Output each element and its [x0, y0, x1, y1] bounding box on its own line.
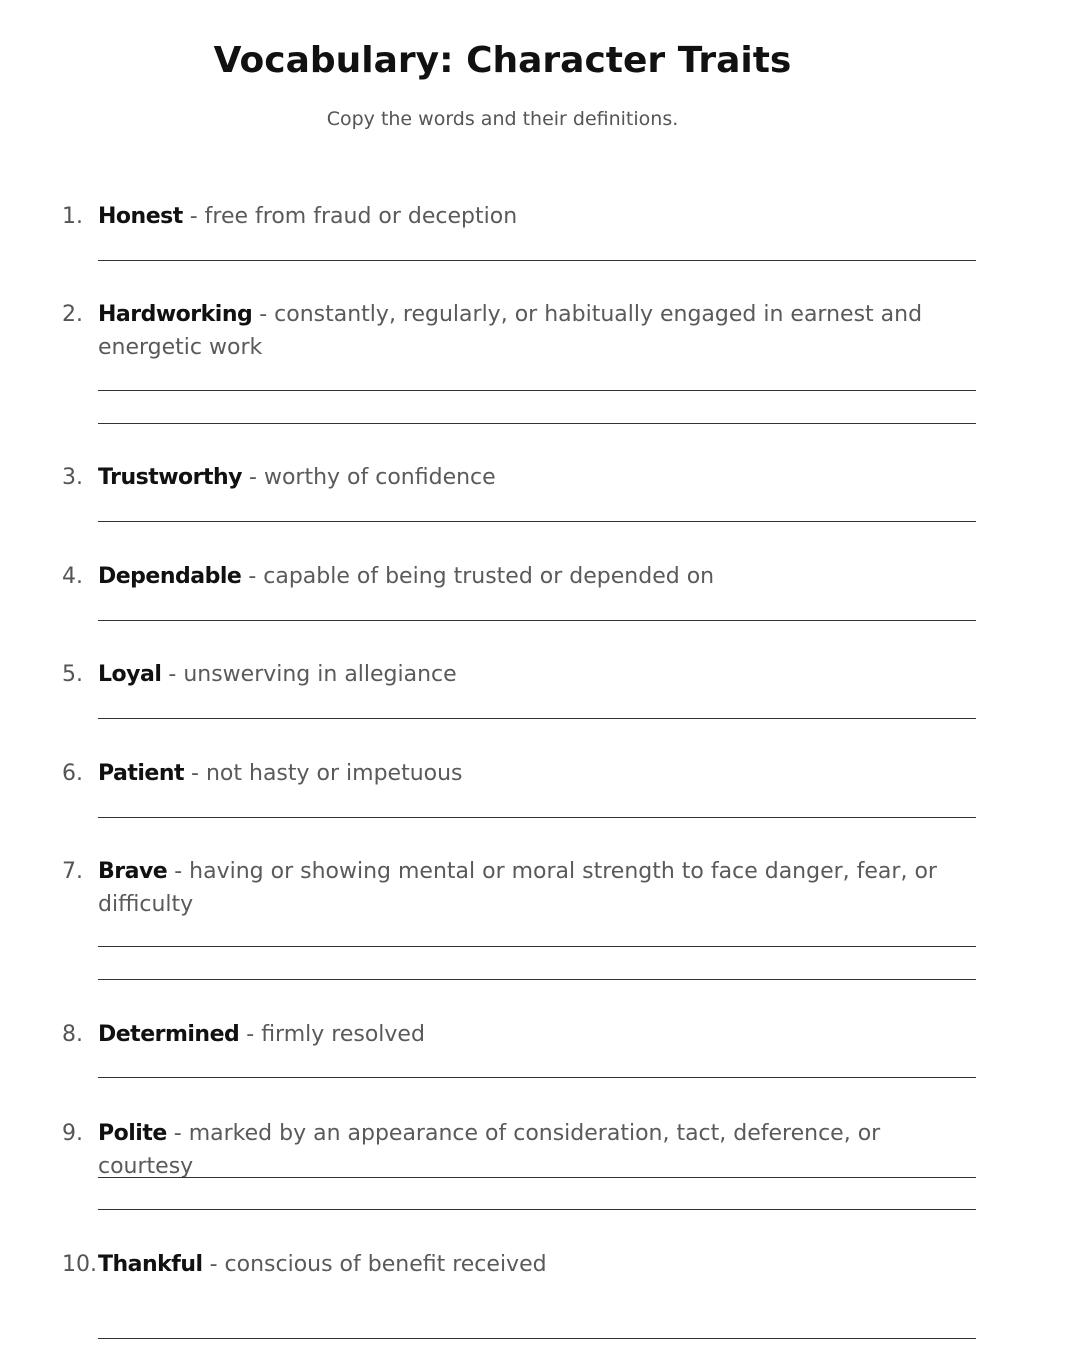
writing-line [98, 390, 976, 391]
definition: marked by an appearance of consideration, tact, deference, or courtesy [98, 1121, 881, 1179]
separator: - [252, 302, 275, 327]
writing-line [98, 946, 976, 947]
definition: firmly resolved [261, 1022, 425, 1047]
item-number: 10. [62, 1252, 97, 1277]
writing-line [98, 1338, 976, 1339]
item-number: 9. [62, 1121, 83, 1146]
separator: - [242, 465, 264, 490]
writing-line [98, 718, 976, 719]
vocab-word: Polite [98, 1121, 167, 1146]
item-text [98, 855, 938, 921]
separator: - [161, 662, 184, 687]
item-number: 3. [62, 465, 83, 490]
writing-line [98, 521, 976, 522]
definition: unswerving in allegiance [183, 662, 457, 687]
separator: - [202, 1252, 225, 1277]
item-text [98, 757, 938, 790]
page-title: Vocabulary: Character Traits [213, 40, 792, 81]
writing-line [98, 979, 976, 980]
definition: capable of being trusted or depended on [263, 564, 715, 589]
item-text [98, 200, 938, 233]
vocab-word: Loyal [98, 662, 162, 687]
separator: - [166, 1121, 189, 1146]
writing-line [98, 1077, 976, 1078]
writing-line [98, 817, 976, 818]
vocab-word: Trustworthy [98, 465, 243, 490]
definition: having or showing mental or moral strength to face danger, fear, or difficulty [98, 859, 937, 917]
item-text [98, 298, 938, 364]
item-text [98, 1018, 938, 1051]
vocab-word: Brave [98, 859, 168, 884]
vocab-word: Honest [98, 204, 183, 229]
definition: conscious of benefit received [224, 1252, 547, 1277]
item-number: 5. [62, 662, 83, 687]
definition: worthy of confidence [263, 465, 496, 490]
writing-line [98, 620, 976, 621]
vocab-word: Determined [98, 1022, 240, 1047]
item-number: 8. [62, 1022, 83, 1047]
definition: not hasty or impetuous [205, 761, 463, 786]
writing-line [98, 423, 976, 424]
separator: - [182, 204, 205, 229]
writing-line [98, 1177, 976, 1178]
vocab-word: Hardworking [98, 302, 253, 327]
item-number: 6. [62, 761, 83, 786]
separator: - [241, 564, 264, 589]
vocab-word: Thankful [98, 1252, 203, 1277]
definition: free from fraud or deception [204, 204, 518, 229]
vocab-word: Patient [98, 761, 185, 786]
item-text [98, 1117, 958, 1183]
separator: - [167, 859, 190, 884]
item-text [98, 1248, 938, 1281]
item-number: 7. [62, 859, 83, 884]
item-text [98, 560, 938, 593]
separator: - [184, 761, 206, 786]
item-text [98, 461, 938, 494]
vocab-word: Dependable [98, 564, 242, 589]
item-number: 2. [62, 302, 83, 327]
definition: constantly, regularly, or habitually engaged in earnest and energetic work [98, 302, 923, 360]
separator: - [239, 1022, 262, 1047]
instructions: Copy the words and their definitions. [326, 108, 679, 130]
item-number: 4. [62, 564, 83, 589]
writing-line [98, 260, 976, 261]
item-number: 1. [62, 204, 83, 229]
writing-line [98, 1209, 976, 1210]
item-text [98, 658, 938, 691]
